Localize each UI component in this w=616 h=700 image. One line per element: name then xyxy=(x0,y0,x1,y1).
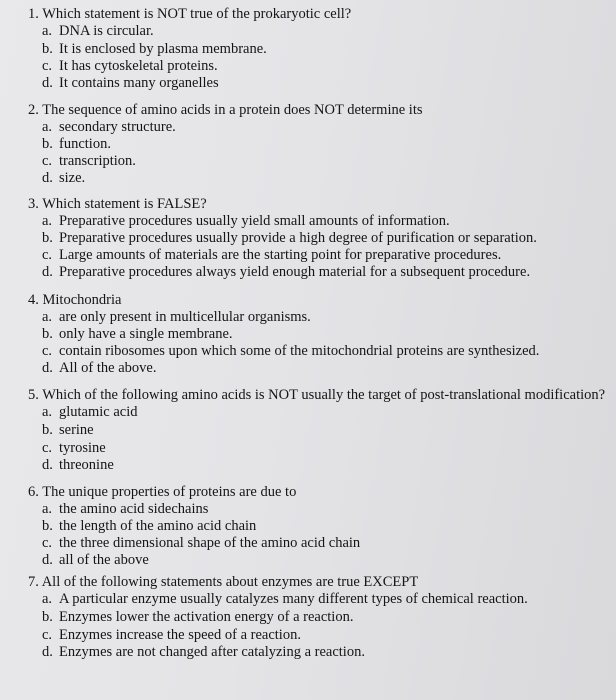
question-number: 3. xyxy=(28,196,39,212)
question-6-option-c xyxy=(42,535,360,552)
option-text: It contains many organelles xyxy=(59,75,219,91)
option-letter: d. xyxy=(42,264,53,280)
question-4-option-c xyxy=(42,343,539,360)
option-text: Preparative procedures usually provide a high degree of purification or separation. xyxy=(59,230,537,246)
option-letter: c. xyxy=(42,247,53,263)
question-3-option-c xyxy=(42,247,501,264)
option-letter: c. xyxy=(42,535,53,551)
question-4-option-a xyxy=(42,309,311,326)
question-2-text xyxy=(28,102,423,119)
question-1-option-b xyxy=(42,41,267,58)
question-stem: The unique properties of proteins are due to xyxy=(42,484,297,500)
option-text: function. xyxy=(59,136,111,152)
question-5-option-b xyxy=(42,422,94,439)
option-letter: b. xyxy=(42,136,53,152)
question-3-option-d xyxy=(42,264,530,281)
question-5-option-a xyxy=(42,404,138,421)
option-letter: d. xyxy=(42,457,53,473)
option-letter: d. xyxy=(42,170,53,186)
option-text: glutamic acid xyxy=(59,404,138,420)
question-5-option-c xyxy=(42,440,106,457)
option-text: serine xyxy=(59,422,94,438)
question-7-option-b xyxy=(42,609,353,626)
option-text: DNA is circular. xyxy=(59,23,154,39)
question-number: 2. xyxy=(28,102,39,118)
option-letter: c. xyxy=(42,627,53,643)
question-stem: The sequence of amino acids in a protein does NOT determine its xyxy=(42,102,423,118)
question-2-option-a xyxy=(42,119,176,136)
question-number: 7. xyxy=(28,574,39,590)
option-text: All of the above. xyxy=(59,360,157,376)
option-letter: d. xyxy=(42,360,53,376)
option-text: size. xyxy=(59,170,86,186)
option-letter: a. xyxy=(42,119,53,135)
option-text: Enzymes lower the activation energy of a reaction. xyxy=(59,609,354,625)
option-letter: a. xyxy=(42,23,53,39)
question-7-option-d xyxy=(42,644,365,661)
question-7-option-c xyxy=(42,627,301,644)
question-5-text xyxy=(28,387,605,404)
option-text: A particular enzyme usually catalyzes many different types of chemical reaction. xyxy=(59,591,528,607)
question-1-option-d xyxy=(42,75,219,92)
option-text: tyrosine xyxy=(59,440,106,456)
option-text: Preparative procedures always yield enough material for a subsequent procedure. xyxy=(59,264,531,280)
question-1-option-c xyxy=(42,58,218,75)
option-letter: b. xyxy=(42,41,53,57)
option-text: are only present in multicellular organisms. xyxy=(59,309,311,325)
option-letter: c. xyxy=(42,58,53,74)
option-letter: c. xyxy=(42,440,53,456)
option-text: only have a single membrane. xyxy=(59,326,233,342)
question-stem: Which of the following amino acids is NOT usually the target of post-translational modification? xyxy=(42,387,606,403)
option-text: contain ribosomes upon which some of the mitochondrial proteins are synthesized. xyxy=(59,343,540,359)
question-number: 5. xyxy=(28,387,39,403)
question-4-option-d xyxy=(42,360,156,377)
question-1-option-a xyxy=(42,23,154,40)
option-text: threonine xyxy=(59,457,114,473)
option-letter: d. xyxy=(42,552,53,568)
option-letter: b. xyxy=(42,422,53,438)
option-text: Enzymes increase the speed of a reaction. xyxy=(59,627,301,643)
question-2-option-d xyxy=(42,170,85,187)
option-text: the length of the amino acid chain xyxy=(59,518,257,534)
option-letter: d. xyxy=(42,644,53,660)
question-4-option-b xyxy=(42,326,233,343)
option-text: It has cytoskeletal proteins. xyxy=(59,58,218,74)
option-letter: a. xyxy=(42,309,53,325)
option-text: Preparative procedures usually yield small amounts of information. xyxy=(59,213,450,229)
question-stem: Which statement is FALSE? xyxy=(42,196,207,212)
question-number: 4. xyxy=(28,292,39,308)
option-letter: d. xyxy=(42,75,53,91)
question-7-text xyxy=(28,574,418,591)
option-text: Enzymes are not changed after catalyzing a reaction. xyxy=(59,644,365,660)
option-letter: a. xyxy=(42,213,53,229)
question-stem: Which statement is NOT true of the prokaryotic cell? xyxy=(42,6,352,22)
option-text: all of the above xyxy=(59,552,149,568)
question-3-text xyxy=(28,196,207,213)
question-2-option-b xyxy=(42,136,111,153)
option-text: secondary structure. xyxy=(59,119,176,135)
question-2-option-c xyxy=(42,153,136,170)
option-letter: c. xyxy=(42,343,53,359)
option-letter: b. xyxy=(42,609,53,625)
question-6-option-b xyxy=(42,518,256,535)
question-5-option-d xyxy=(42,457,114,474)
question-stem: All of the following statements about enzymes are true EXCEPT xyxy=(41,574,419,590)
option-letter: a. xyxy=(42,501,53,517)
question-6-option-a xyxy=(42,501,208,518)
option-text: the three dimensional shape of the amino acid chain xyxy=(59,535,361,551)
option-text: It is enclosed by plasma membrane. xyxy=(59,41,267,57)
question-6-text xyxy=(28,484,296,501)
option-text: Large amounts of materials are the starting point for preparative procedures. xyxy=(59,247,502,263)
question-number: 6. xyxy=(28,484,39,500)
option-letter: b. xyxy=(42,326,53,342)
option-text: transcription. xyxy=(59,153,136,169)
question-3-option-b xyxy=(42,230,537,247)
option-letter: b. xyxy=(42,518,53,534)
option-letter: a. xyxy=(42,404,53,420)
question-1-text xyxy=(28,6,351,23)
question-4-text xyxy=(28,292,121,309)
question-3-option-a xyxy=(42,213,450,230)
question-stem: Mitochondria xyxy=(42,292,122,308)
option-letter: a. xyxy=(42,591,53,607)
option-text: the amino acid sidechains xyxy=(59,501,209,517)
option-letter: c. xyxy=(42,153,53,169)
question-7-option-a xyxy=(42,591,528,608)
question-number: 1. xyxy=(28,6,39,22)
option-letter: b. xyxy=(42,230,53,246)
question-6-option-d xyxy=(42,552,149,569)
